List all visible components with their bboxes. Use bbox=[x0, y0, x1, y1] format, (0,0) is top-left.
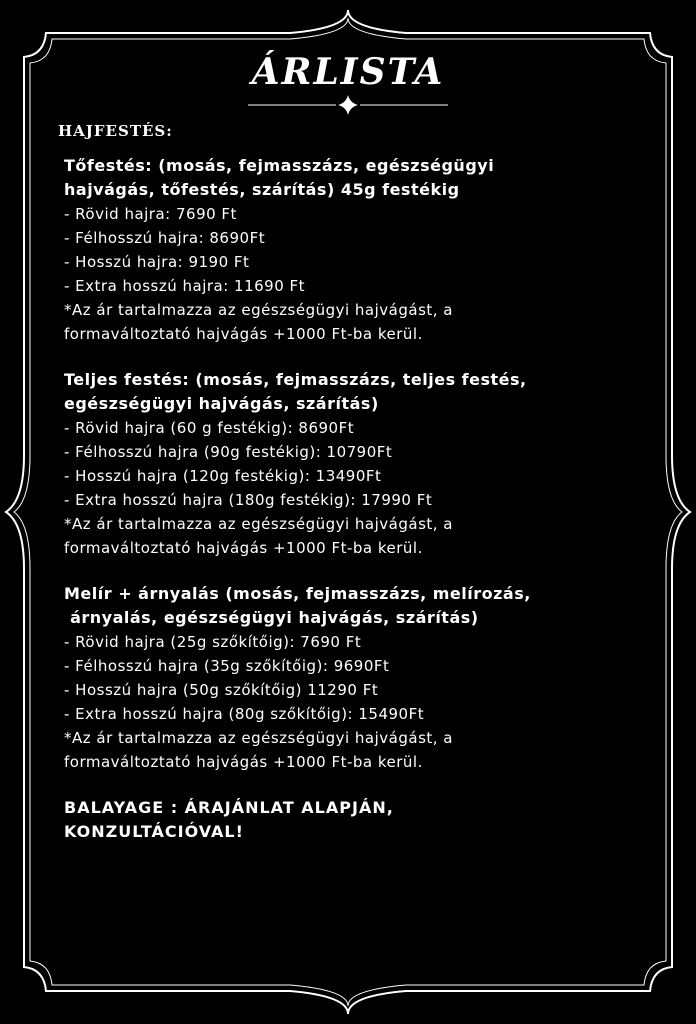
price-item: - Félhosszú hajra: 8690Ft bbox=[64, 229, 266, 247]
balayage-line: KONZULTÁCIÓVAL! bbox=[64, 822, 244, 841]
price-item: - Hosszú hajra: 9190 Ft bbox=[64, 253, 250, 271]
price-note-line: *Az ár tartalmazza az egészségügyi hajvágást, a bbox=[64, 301, 454, 319]
balayage-line: BALAYAGE : ÁRAJÁNLAT ALAPJÁN, bbox=[64, 798, 394, 817]
price-note-line: formaváltoztató hajvágás +1000 Ft-ba kerül. bbox=[64, 753, 423, 771]
price-note-line: *Az ár tartalmazza az egészségügyi hajvágást, a bbox=[64, 515, 454, 533]
price-block-tofestes bbox=[64, 154, 664, 346]
price-item: - Extra hosszú hajra: 11690 Ft bbox=[64, 277, 306, 295]
block-title-line: Teljes festés: (mosás, fejmasszázs, teljes festés, bbox=[64, 370, 527, 389]
price-list bbox=[64, 154, 664, 844]
block-title-line: Melír + árnyalás (mosás, fejmasszázs, melírozás, bbox=[64, 584, 531, 603]
price-note-line: formaváltoztató hajvágás +1000 Ft-ba kerül. bbox=[64, 539, 423, 557]
balayage-note bbox=[64, 796, 664, 844]
block-title bbox=[64, 154, 664, 202]
block-title-line: hajvágás, tőfestés, szárítás) 45g festékig bbox=[64, 180, 460, 199]
price-item: - Hosszú hajra (50g szőkítőig) 11290 Ft bbox=[64, 681, 379, 699]
price-item: - Rövid hajra: 7690 Ft bbox=[64, 205, 237, 223]
price-item: - Extra hosszú hajra (180g festékig): 17990 Ft bbox=[64, 491, 433, 509]
price-block-teljes-festes bbox=[64, 368, 664, 560]
block-title-line: Tőfestés: (mosás, fejmasszázs, egészségügyi bbox=[64, 156, 495, 175]
price-item: - Rövid hajra (60 g festékig): 8690Ft bbox=[64, 419, 355, 437]
block-title bbox=[64, 582, 664, 630]
block-title bbox=[64, 368, 664, 416]
price-item: - Extra hosszú hajra (80g szőkítőig): 15490Ft bbox=[64, 705, 425, 723]
price-note-line: formaváltoztató hajvágás +1000 Ft-ba kerül. bbox=[64, 325, 423, 343]
price-item: - Félhosszú hajra (90g festékig): 10790Ft bbox=[64, 443, 393, 461]
diamond-ornament-icon bbox=[248, 94, 448, 116]
page-title: ÁRLISTA bbox=[251, 51, 445, 93]
price-block-melir-arnyalas bbox=[64, 582, 664, 774]
price-item: - Rövid hajra (25g szőkítőig): 7690 Ft bbox=[64, 633, 362, 651]
price-item: - Hosszú hajra (120g festékig): 13490Ft bbox=[64, 467, 382, 485]
price-item: - Félhosszú hajra (35g szőkítőig): 9690Ft bbox=[64, 657, 390, 675]
section-heading: HAJFESTÉS: bbox=[58, 122, 173, 140]
block-title-line: egészségügyi hajvágás, szárítás) bbox=[64, 394, 379, 413]
block-title-line: árnyalás, egészségügyi hajvágás, szárítás) bbox=[64, 608, 479, 627]
price-note-line: *Az ár tartalmazza az egészségügyi hajvágást, a bbox=[64, 729, 454, 747]
